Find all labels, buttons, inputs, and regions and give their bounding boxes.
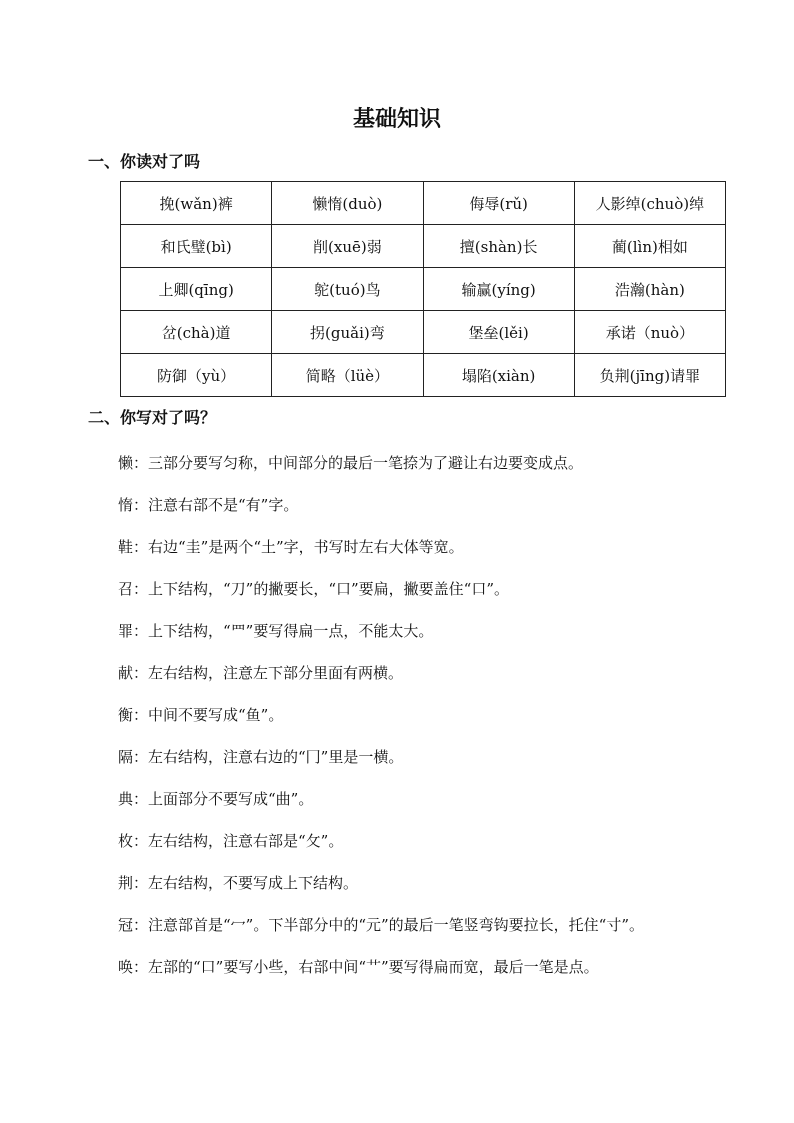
table-cell: 承诺（nuò） bbox=[574, 311, 725, 354]
list-item: 懒：三部分要写匀称，中间部分的最后一笔捺为了避让右边要变成点。 bbox=[118, 454, 584, 472]
table-cell: 上卿(qīng) bbox=[121, 268, 272, 311]
table-cell: 塌陷(xiàn) bbox=[423, 354, 574, 397]
list-item: 冠：注意部首是“冖”。下半部分中的“元”的最后一笔竖弯钩要拉长，托住“寸”。 bbox=[118, 916, 645, 934]
table-row bbox=[121, 268, 726, 311]
writing-notes bbox=[88, 442, 718, 988]
table-cell: 蔺(lìn)相如 bbox=[574, 225, 725, 268]
pronunciation-table bbox=[120, 181, 726, 397]
table-cell: 削(xuē)弱 bbox=[272, 225, 423, 268]
table-row bbox=[121, 182, 726, 225]
table-row bbox=[121, 354, 726, 397]
section-heading-writing: 二、你写对了吗？ bbox=[88, 408, 217, 427]
table-cell: 擅(shàn)长 bbox=[423, 225, 574, 268]
list-item: 衡：中间不要写成“鱼”。 bbox=[118, 706, 284, 724]
list-item: 唤：左部的“口”要写小些，右部中间“艹”要写得扁而宽，最后一笔是点。 bbox=[118, 958, 599, 976]
table-cell: 负荆(jīng)请罪 bbox=[574, 354, 725, 397]
list-item: 惰：注意右部不是“有”字。 bbox=[118, 496, 299, 514]
list-item: 献：左右结构，注意左下部分里面有两横。 bbox=[118, 664, 404, 682]
list-item: 荆：左右结构，不要写成上下结构。 bbox=[118, 874, 359, 892]
table-row bbox=[121, 311, 726, 354]
table-cell: 鸵(tuó)鸟 bbox=[272, 268, 423, 311]
table-cell: 岔(chà)道 bbox=[121, 311, 272, 354]
table-cell: 拐(guǎi)弯 bbox=[272, 311, 423, 354]
list-item: 召：上下结构，“刀”的撇要长，“口”要扁，撇要盖住“口”。 bbox=[118, 580, 510, 598]
table-cell: 挽(wǎn)裤 bbox=[121, 182, 272, 225]
section-heading-reading: 一、你读对了吗 bbox=[88, 152, 201, 171]
table-cell: 人影绰(chuò)绰 bbox=[574, 182, 725, 225]
table-cell: 和氏璧(bì) bbox=[121, 225, 272, 268]
table-cell: 输赢(yíng) bbox=[423, 268, 574, 311]
page-title: 基础知识 bbox=[352, 107, 441, 132]
table-cell: 侮辱(rǔ) bbox=[423, 182, 574, 225]
table-row bbox=[121, 225, 726, 268]
list-item: 隔：左右结构，注意右边的“冂”里是一横。 bbox=[118, 748, 404, 766]
list-item: 典：上面部分不要写成“曲”。 bbox=[118, 790, 314, 808]
table-cell: 防御（yù） bbox=[121, 354, 272, 397]
table-cell: 懒惰(duò) bbox=[272, 182, 423, 225]
table-cell: 简略（lüè） bbox=[272, 354, 423, 397]
table-cell: 堡垒(lěi) bbox=[423, 311, 574, 354]
list-item: 罪：上下结构，“罒”要写得扁一点，不能太大。 bbox=[118, 622, 434, 640]
list-item: 鞋：右边“圭”是两个“土”字，书写时左右大体等宽。 bbox=[118, 538, 464, 556]
table-cell: 浩瀚(hàn) bbox=[574, 268, 725, 311]
list-item: 枚：左右结构，注意右部是“攵”。 bbox=[118, 832, 344, 850]
